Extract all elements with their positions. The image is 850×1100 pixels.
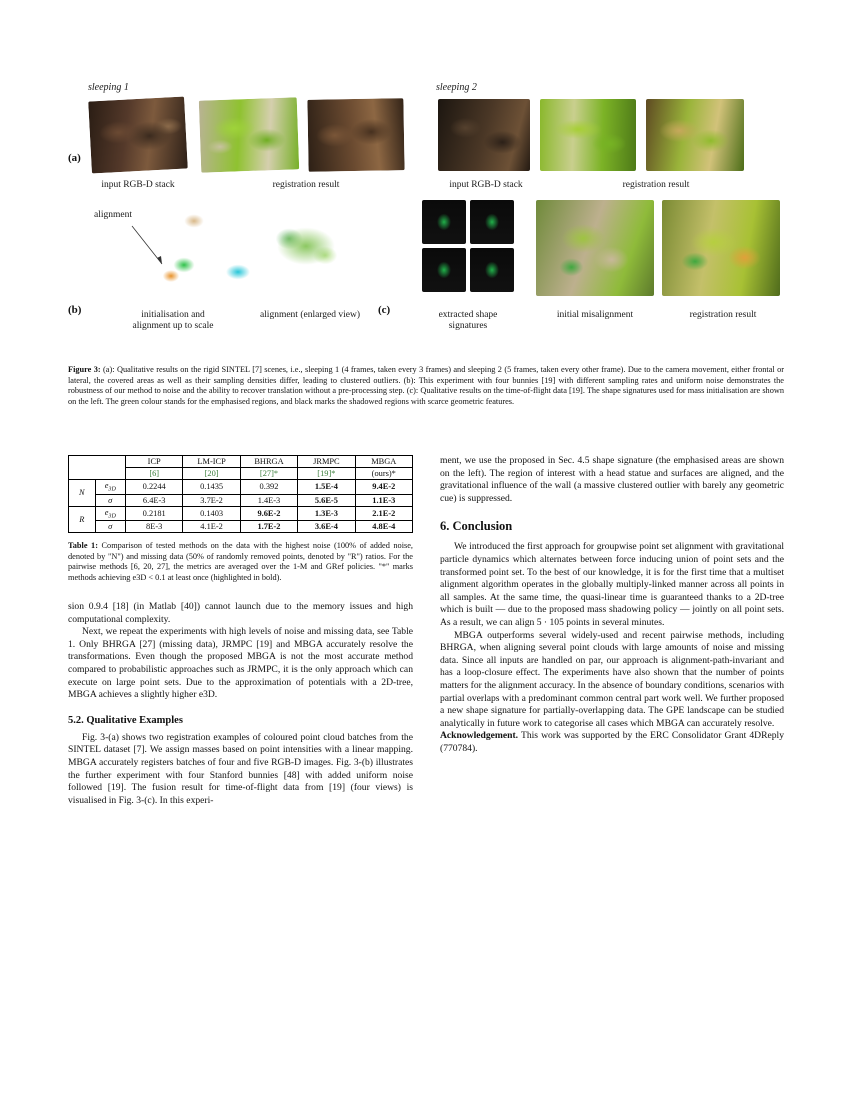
table-metric-e3d: $e_{3D}$ [95,480,126,495]
subcaption-b-2: alignment (enlarged view) [259,310,361,320]
table-row [69,494,413,506]
table-row-group-r: R [69,506,96,533]
paragraph-noise-experiments: Next, we repeat the experiments with high levels of noise and missing data, see Table 1. Only BHRGA [27] (missing data), JRMPC [19] and MBGA accurately resolve the transformations. Even though the proposed MBGA is not the most accurate method compared to probabilistic approaches such as JRMPC, it is the only approach which can execute on large point sets. Due to the approximation of potentials with a 2D-tree, MBGA achieves a slightly higher e3D. [68,626,413,701]
subcaption-c-1 [416,310,520,332]
results-table [68,455,413,533]
panel-label-c: (c) [378,304,391,316]
table-col-mbga: MBGA [355,456,412,468]
table-cell: 1.7E-2 [240,521,297,533]
paragraph-conclusion-2: MBGA outperforms several widely-used and recent pairwise methods, including BHRGA, when aligning several point clouds with large amounts of noise and missing data. Since all inputs are handled on par, our approach is alignment-path-invariant and has a loop-closure effect. The experiments have also shown that the number of points matters for the alignment accuracy. In the absence of boundary conditions, scenarios with partial overlaps with a predominant common central part work well. We further proposed a new shape signature for partially-overlapping data. The GPE landscape can be studied analytically in future work to categorise all cases which MBGA can accurately resolve. [440,629,784,729]
left-body-2 [68,732,413,808]
table-col-lmicp: LM-ICP [183,456,240,468]
table-caption-label: Table 1: [68,541,98,551]
table-ref-lmicp: [20] [183,468,240,480]
point-cloud-sleeping2-registration-b [646,99,744,171]
table-cell: 8E-3 [126,521,183,533]
table-cell: 6.4E-3 [126,494,183,506]
subcaption-c-3: registration result [689,310,757,320]
table-row [69,506,413,521]
point-cloud-sleeping2-input [438,99,530,171]
table-ref-bhrga: [27]* [240,468,297,480]
table-cell: 5.6E-5 [298,494,355,506]
table-cell: 4.1E-2 [183,521,240,533]
scene-title-sleeping-2: sleeping 2 [436,82,477,93]
figure-caption-label: Figure 3: [68,365,101,374]
subcaption-c-2: initial misalignment [556,310,634,320]
point-cloud-registration-result-tof [662,200,780,296]
scene-title-sleeping-1: sleeping 1 [88,82,129,93]
subcaption-a-result-2: registration result [622,180,690,190]
panel-label-a: (a) [68,152,81,164]
table-caption-text: Comparison of tested methods on the data with the highest noise (100% of added noise, denoted by "N") and missing data (50% of randomly removed points, denoted by "R") ratios. For the pairwise methods [6, 20, 27], the metrics are averaged over the 1-M and GRef policies. "*" marks methods achieving e3D < 0.1 at least once (highlighted in bold). [68,541,413,582]
table-cell: 0.2244 [126,480,183,495]
left-body [68,601,413,702]
subsection-qualitative-examples: 5.2. Qualitative Examples [68,714,183,726]
table-col-jrmpc: JRMPC [298,456,355,468]
table-cell: 9.6E-2 [240,506,297,521]
table-metric-sigma: σ [95,521,126,533]
point-cloud-sleeping1-registration-b [307,98,404,172]
table-row [69,521,413,533]
table-cell: 0.392 [240,480,297,495]
table-cell: 0.2181 [126,506,183,521]
point-cloud-bunny-tan [174,207,214,235]
figure-caption-text: (a): Qualitative results on the rigid SINTEL [7] scenes, i.e., sleeping 1 (4 frames, taken every 3 frames) and sleeping 2 (5 frames, taken every other frame). Due to the camera movement, either frontal or lateral, the covered areas as well as their sampling densities differ, leading to clustered outliers. (b): This experiment with four bunnies [19] with different sampling rates and uniform noise demonstrates the robustness of our method to noise and the ability to recover translation without a pre-processing step. (c): Qualitative results on the time-of-flight data [19]. The shape signatures used for mass initialisation are shown on the left. The green colour stands for the emphasised regions, and black marks the shadowed regions with scarce geometric features. [68,365,784,406]
subcaption-a-result-1: registration result [272,180,340,190]
table-metric-sigma: σ [95,494,126,506]
table-cell: 0.1435 [183,480,240,495]
table-cell: 1.1E-3 [355,494,412,506]
point-cloud-alignment-enlarged [246,202,366,294]
acknowledgement-text: This work was supported by the ERC Consolidator Grant 4DReply (770784). [440,730,784,754]
right-body-2 [440,541,784,730]
subcaption-a-input-2: input RGB-D stack [449,180,523,190]
table-cell: 4.8E-4 [355,521,412,533]
table-cell: 2.1E-2 [355,506,412,521]
table-cell: 1.5E-4 [298,480,355,495]
acknowledgement [440,730,784,755]
table-header-row [69,456,413,468]
subcaption-b-1-line2: alignment up to scale [132,321,214,331]
shape-signature-2 [470,200,514,244]
point-cloud-initial-misalignment [536,200,654,296]
paragraph-qualitative: Fig. 3-(a) shows two registration examples of coloured point cloud batches from the SINTEL dataset [7]. We assign masses based on point intensities with a linear mapping. MBGA accurately registers batches of four and five RGB-D images. Fig. 3-(b) illustrates the further experiment with four Stanford bunnies [48] with added uniform noise followed [19]. The fusion result for time-of-flight data from [19] (four views) is visualised in Fig. 3-(c). In this experi- [68,731,413,806]
table-ref-icp: [6] [126,468,183,480]
shape-signature-3 [422,248,466,292]
table-cell: 9.4E-2 [355,480,412,495]
subcaption-b-1 [108,310,238,332]
table-ref-mbga: (ours)* [355,468,412,480]
section-conclusion: 6. Conclusion [440,519,513,534]
shape-signature-4 [470,248,514,292]
right-column [440,455,784,755]
figure-caption [68,365,784,407]
table-col-icp: ICP [126,456,183,468]
table-ref-jrmpc: [19]* [298,468,355,480]
subcaption-a-input-1: input RGB-D stack [101,180,175,190]
table-row [69,480,413,495]
point-cloud-sleeping1-input [88,97,188,174]
table-ref-row [69,468,413,480]
point-cloud-sleeping2-registration-a [540,99,636,171]
table-row-group-n: N [69,480,96,507]
table-cell: 3.6E-4 [298,521,355,533]
right-body-1 [440,455,784,505]
table-caption [68,541,413,583]
table-cell: 1.3E-3 [298,506,355,521]
acknowledgement-label: Acknowledgement. [440,730,519,742]
annotation-alignment: alignment [94,210,132,220]
table-cell: 3.7E-2 [183,494,240,506]
paragraph-conclusion-1: We introduced the first approach for groupwise point set alignment with gravitational particle dynamics which alternates between force inducing union of point sets and the transformed point set. To the best of our knowledge, it is for the first time that a multiset alignment algorithm operates in the globally multiply-linked manner across all points in all samples. At the same time, the quasi-linear time is guaranteed thanks to a 2D-tree which is built — due to the proposed mass shadowing policy — jointly on all point sets. As a result, we can align 5 · 105 points in several minutes. [440,541,784,628]
table-col-bhrga: BHRGA [240,456,297,468]
point-cloud-sleeping1-registration-a [199,97,299,172]
left-column [68,455,413,807]
table-cell: 0.1403 [183,506,240,521]
point-cloud-bunny-orange [154,264,188,288]
paragraph-experiment-continuation: ment, we use the proposed in Sec. 4.5 shape signature (the emphasised areas are shown on the left). The region of interest with a head statue and surfaces are aligned, and the gravitational influence of the wall (a massive clustered outlier with barely any geometric cue) is suppressed. [440,455,784,504]
figure-3 [68,82,784,347]
table-cell: 1.4E-3 [240,494,297,506]
subcaption-c-1-line1: extracted shape [438,310,498,320]
shape-signature-1 [422,200,466,244]
subcaption-c-1-line2: signatures [448,321,488,331]
subcaption-b-1-line1: initialisation and [141,310,205,320]
panel-label-b: (b) [68,304,82,316]
paragraph-continuation: sion 0.9.4 [18] (in Matlab [40]) cannot launch due to the memory issues and high computational complexity. [68,600,413,625]
table-metric-e3d: $e_{3D}$ [95,506,126,521]
